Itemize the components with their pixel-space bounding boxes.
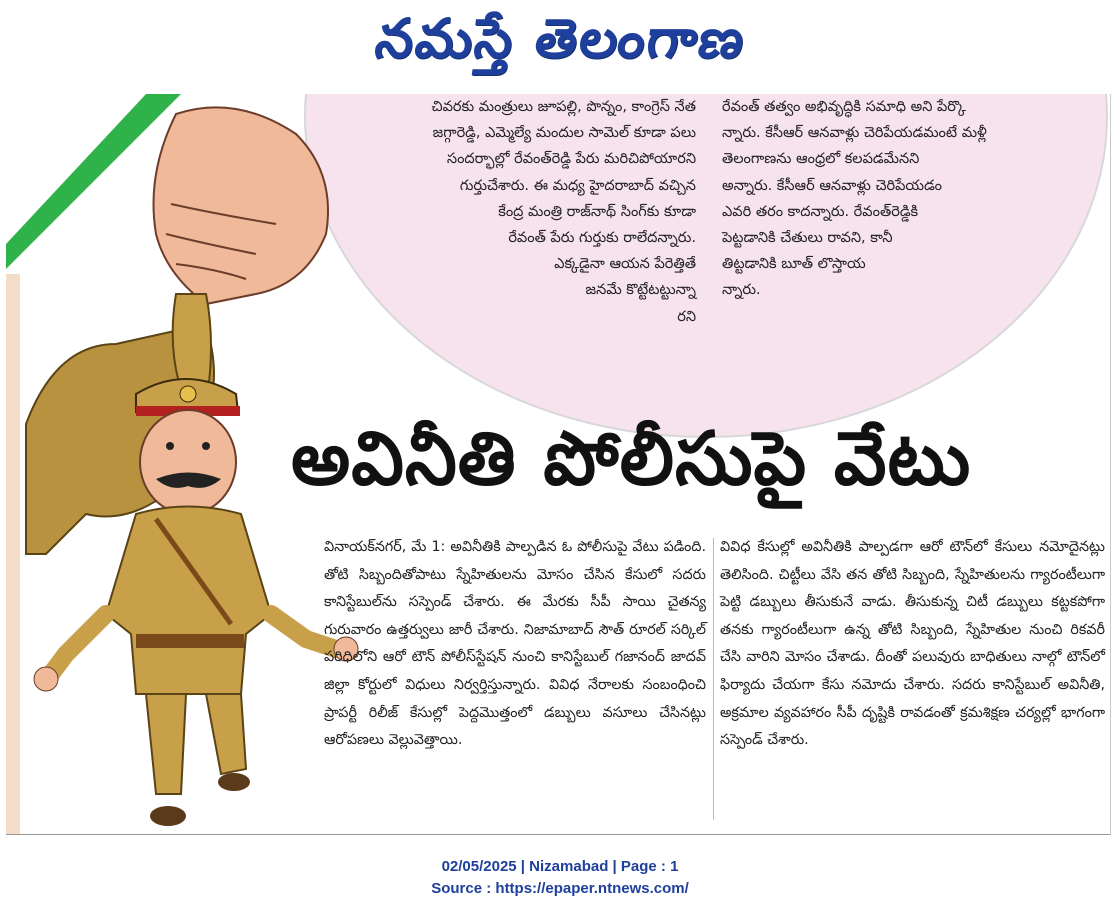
policeman-head [140, 410, 236, 514]
left-hand [34, 667, 58, 691]
quote-line: తెలంగాణను ఆంధ్రలో కలపడమేనని [722, 151, 920, 168]
left-shoe [150, 806, 186, 826]
quote-line: జగ్గారెడ్డి, ఎమ్మెల్యే మందుల సామెల్ కూడా పలు [432, 125, 696, 142]
left-leg [146, 694, 186, 794]
skin-strip [6, 274, 20, 834]
headline: అవినీతి పోలీసుపై వేటు [291, 416, 972, 502]
quote-line: న్నారు. కేసీఆర్ ఆనవాళ్లు చెరిపేయడమంటే మళ్లీ [722, 125, 987, 142]
right-shoe [218, 773, 250, 791]
article-left-column [324, 534, 706, 755]
quote-line: పెట్టడానికి చేతులు రావని, కానీ [722, 230, 893, 247]
column-divider [713, 538, 714, 820]
left-arm [51, 614, 106, 674]
quote-line: కేంద్ర మంత్రి రాజ్‌నాథ్ సింగ్‌కు కూడా [498, 203, 696, 220]
newspaper-logo: నమస్తే తెలంగాణ [371, 6, 751, 70]
quote-line: ఎవరి తరం కాదన్నారు. రేవంత్‌రెడ్డికి [722, 203, 919, 220]
quote-right-column [722, 94, 1067, 304]
article-paragraph: వినాయక్‌నగర్, మే 1: అవినీతికి పాల్పడిన ఓ పోలీసుపై వేటు పడింది. తోటి సిబ్బందితోపాటు స్నేహితులను మోసం చేసిన కేసులో సదరు కానిస్టేబుల్‌ను సస్పెండ్ చేశారు. ఈ మేరకు సీపీ సాయి చైతన్య గురువారం ఉత్తర్వులు జారీ చేశారు. నిజామాబాద్ సౌత్ రూరల్ సర్కిల్ పరిధిలోని ఆరో టౌన్ పోలీస్‌స్టేషన్ నుంచి కానిస్టేబుల్ గజానంద్ జాదవ్ జిల్లా కోర్టులో విధులు నిర్వర్తిస్తున్నారు. వివిధ నేరాలకు సంబంధించి ప్రాపర్టీ రిలీజ్ కేసుల్లో పెద్దమొత్తంలో డబ్బులు వసూలు చేసినట్లు ఆరోపణలు వెల్లువెత్తాయి. [324, 539, 706, 749]
quote-line: రేవంత్ తత్వం అభివృద్ధికి సమాధి అని పేర్కొ [722, 99, 966, 115]
quote-line: రని [677, 308, 696, 325]
quote-line: జనమే కొట్టేటట్టున్నా [585, 282, 696, 299]
page-footer [0, 856, 1120, 900]
quote-line: సందర్భాల్లో రేవంత్‌రెడ్డి పేరు మరిచిపోయారని [446, 151, 696, 168]
source-link[interactable]: Source : https://epaper.ntnews.com/ [431, 880, 689, 897]
quote-line: తిట్టడానికి బూత్ లొస్తాయ [722, 256, 866, 273]
cap-badge [180, 386, 196, 402]
masthead [0, 4, 1120, 86]
quote-line: చివరకు మంత్రులు జూపల్లి, పొన్నం, కాంగ్రెస్ నేత [431, 99, 696, 115]
left-eye [166, 442, 174, 450]
waist-belt [136, 634, 244, 648]
quote-line: న్నారు. [722, 282, 761, 299]
right-eye [202, 442, 210, 450]
article-paragraph: వివిధ కేసుల్లో అవినీతికి పాల్పడగా ఆరో టౌన్‌లో కేసులు నమోదైనట్లు తెలిసింది. చిట్టీలు వేసి తన తోటి సిబ్బంది, స్నేహితులను గ్యారంటీలుగా పెట్టి డబ్బులు తీసుకునే వాడు. తీసుకున్న చిటీ డబ్బులు కట్టకపోగా తనకు గ్యారంటీలుగా ఉన్న తోటి సిబ్బంది, స్నేహితుల నుంచి రికవరీ చేసి వారిని మోసం చేశాడు. దీంతో పలువురు బాధితులు నాల్గో టౌన్‌లో ఫిర్యాదు చేయగా కేసు నమోదు చేశారు. సదరు కానిస్టేబుల్ అవినీతి, అక్రమాల వ్యవహారం సీపీ దృష్టికి రావడంతో క్రమశిక్షణ చర్యల్లో భాగంగా సస్పెండ్ చేశారు. [720, 539, 1105, 749]
quote-line: గుర్తుచేశారు. ఈ మధ్య హైదరాబాద్ వచ్చిన [459, 177, 696, 194]
quote-line: అన్నారు. కేసీఆర్ ఆనవాళ్లు చెరిపేయడం [722, 177, 942, 194]
edition-info: 02/05/2025 | Nizamabad | Page : 1 [441, 858, 679, 875]
right-leg [206, 694, 246, 774]
quote-line: రేవంత్ పేరు గుర్తుకు రాలేదన్నారు. [508, 230, 696, 247]
uniform-body [106, 507, 271, 695]
quote-line: ఎక్కడైనా ఆయన పేరెత్తితే [554, 256, 696, 273]
article-right-column [720, 534, 1105, 755]
news-clipping [6, 94, 1111, 835]
